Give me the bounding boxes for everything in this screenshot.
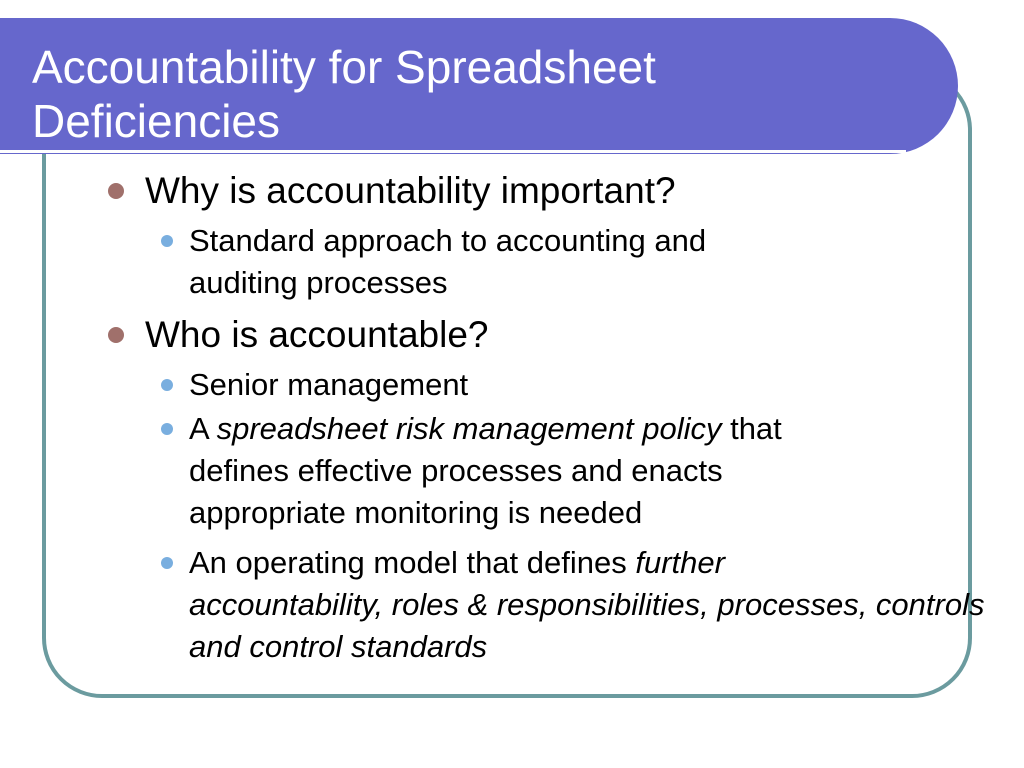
sub-bullet-item	[105, 220, 985, 304]
text-run: A	[189, 411, 217, 446]
sub-bullet-line: defines effective processes and enacts	[189, 453, 723, 488]
italic-phrase: spreadsheet risk management policy	[216, 411, 722, 446]
sub-bullet-dot-icon	[161, 557, 173, 569]
sub-bullet-item	[105, 408, 985, 534]
sub-bullet-line: Senior management	[189, 367, 469, 402]
title-underline	[0, 150, 906, 153]
bullet-list	[105, 168, 985, 676]
sub-bullet-dot-icon	[161, 423, 173, 435]
sub-bullet-line	[189, 408, 985, 450]
sub-bullet-line: auditing processes	[189, 265, 448, 300]
bullet-text: Who is accountable?	[145, 314, 489, 355]
sub-bullet-line: accountability, roles & responsibilities,	[189, 587, 709, 622]
bullet-dot-icon	[108, 327, 124, 343]
slide-title	[32, 40, 892, 148]
bullet-item	[105, 312, 985, 358]
sub-bullet-dot-icon	[161, 235, 173, 247]
sub-bullet-line: appropriate monitoring is needed	[189, 495, 643, 530]
text-run: An operating model that defines	[189, 545, 636, 580]
text-run: that	[721, 411, 782, 446]
sub-bullet-line: Standard approach to accounting and	[189, 223, 707, 258]
sub-bullet-item	[105, 542, 985, 668]
bullet-item	[105, 168, 985, 214]
italic-phrase: further	[635, 545, 725, 580]
title-line-2: Deficiencies	[32, 95, 280, 147]
title-bar	[0, 18, 958, 154]
bullet-text: Why is accountability important?	[145, 170, 676, 211]
sub-bullet-line: processes, controls and control standards	[189, 587, 985, 664]
sub-bullet-line	[189, 542, 985, 584]
sub-bullet-item	[105, 364, 985, 406]
sub-bullet-dot-icon	[161, 379, 173, 391]
title-line-1: Accountability for Spreadsheet	[32, 41, 656, 93]
bullet-dot-icon	[108, 183, 124, 199]
